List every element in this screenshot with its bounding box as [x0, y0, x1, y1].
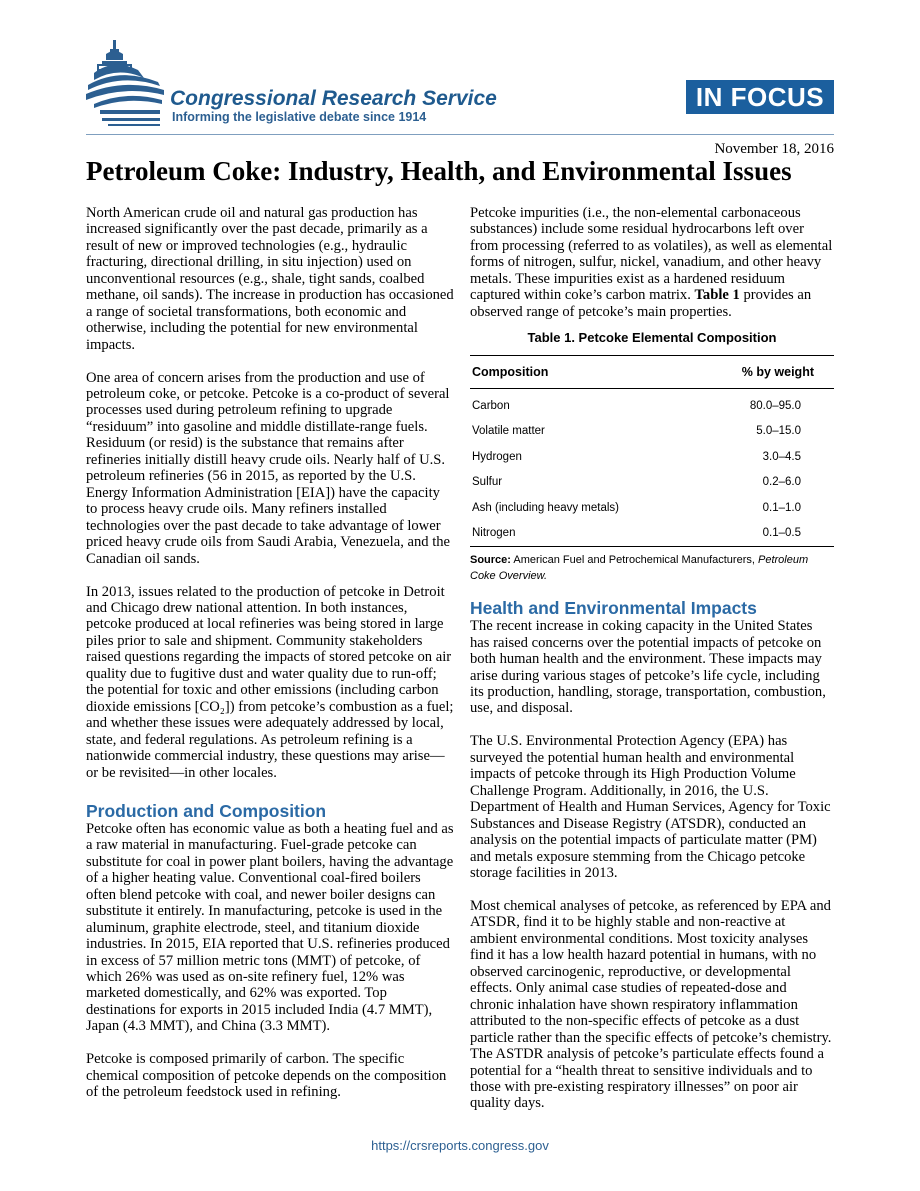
cell-weight: 3.0–4.5 [762, 450, 801, 463]
table-row [470, 444, 834, 470]
paragraph: One area of concern arises from the production and use of petroleum coke, or petcoke. Petcoke is a co-product of several processes used during petroleum refining to upgrade “residuum” into gasoline and middle distillate-range fuels. Residuum (or resid) is the substance that remains after refineries initially distill heavy crude oils. Nearly half of U.S. petroleum refineries (56 in 2015, as reported by the U.S. Energy Information Administration [EIA]) have the capacity to process heavy crude oils. Many refiners installed technologies over the past decade to take advantage of lower priced heavy crude oils from Saudi Arabia, Venezuela, and the Canadian oil sands. [86, 369, 451, 567]
cell-composition: Carbon [472, 399, 510, 412]
source-label: Source: [470, 554, 511, 567]
capitol-dome-icon [86, 40, 176, 132]
paragraph: Petcoke is composed primarily of carbon. The specific chemical composition of petcoke depends on the composition of the petroleum feedstock used in refining. [86, 1051, 447, 1101]
table-caption: Table 1. Petcoke Elemental Composition [527, 330, 777, 346]
cell-weight: 0.2–6.0 [762, 476, 801, 489]
text-span: Petcoke impurities (i.e., the non-elemental carbonaceous substances) include some residual hydrocarbons left over from processing (referred to as volatiles), as well as elemental forms of nitrogen, sulfur, nickel, vanadium, and other heavy metals. These impurities exist as a hardened residuum captured within coke’s carbon matrix. [470, 205, 833, 304]
cell-weight: 80.0–95.0 [749, 399, 801, 412]
footer-url[interactable]: https://crsreports.congress.gov [371, 1138, 549, 1153]
cell-weight: 0.1–0.5 [695, 521, 834, 547]
column-header-composition: Composition [470, 356, 695, 389]
table-header-row [470, 356, 834, 389]
page-title: Petroleum Coke: Industry, Health, and Environmental Issues [86, 156, 792, 186]
cell-composition: Nitrogen [470, 521, 695, 547]
right-column [470, 205, 834, 1128]
cell-composition: Hydrogen [472, 450, 522, 463]
cell-composition: Volatile matter [472, 425, 545, 438]
left-column [86, 205, 454, 1117]
paragraph: Petcoke often has economic value as both a heating fuel and as a raw material in manufacturing. Fuel-grade petcoke can substitute for coal in power plant boilers, having the advantage of a higher heating value. Conventional coal-fired boilers often blend petcoke with coal, and newer boiler designs can substitute it entirely. In manufacturing, petcoke is used in the aluminum, graphite electrode, steel, and titanium dioxide industries. In 2015, EIA reported that U.S. refineries produced in excess of 57 million metric tons (MMT) of petcoke, of which 26% was used as on-site refinery fuel, 12% was marketed domestically, and 62% was exported. Top destinations for exports in 2015 included India (4.7 MMT), Japan (4.3 MMT), and China (3.3 MMT). [86, 820, 454, 1035]
in-focus-badge: IN FOCUS [686, 80, 834, 114]
table-source-note [470, 552, 834, 584]
source-title: Petroleum Coke Overview. [470, 554, 809, 583]
paragraph: North American crude oil and natural gas production has increased significantly over the past decade, primarily as a result of new or improved technologies (e.g., hydraulic fracturing, directional drilling, in situ injection) used on unconventional resources (e.g., shale, tight sands, coalbed methane, oil sands). The increase in production has occasioned a range of societal transformations, both economic and otherwise, including the potential for new environmental impacts. [86, 205, 454, 353]
table-row [470, 419, 834, 445]
cell-composition: Ash (including heavy metals) [472, 501, 620, 514]
section-heading-health: Health and Environmental Impacts [470, 598, 757, 619]
paragraph: In 2013, issues related to the production of petcoke in Detroit and Chicago drew national attention. In both instances, petcoke produced at local refineries was being stored in large piles prior to sale and shipment. Community stakeholders raised questions regarding the impacts of stored petcoke on air quality due to fugitive dust and water quality due to run-off; the potential for toxic and other emissions (including carbon dioxide emissions [CO₂]) from petcoke’s combustion as a fuel; and whether these issues were adequately addressed by local, state, and federal regulations. As petroleum refining is a nationwide commercial industry, these questions may arise—or be revisited—in other locales. [86, 583, 454, 781]
column-header-weight: % by weight [695, 356, 834, 389]
org-name: Congressional Research Service [170, 87, 497, 110]
paragraph [470, 205, 834, 320]
section-heading-production: Production and Composition [86, 800, 327, 821]
cell-composition: Sulfur [472, 476, 503, 489]
table-row [470, 495, 834, 521]
cell-weight: 5.0–15.0 [756, 425, 801, 438]
text-span: provides an observed range of petcoke’s main properties. [470, 287, 812, 320]
source-text: American Fuel and Petrochemical Manufacturers, [510, 554, 758, 567]
paragraph: The recent increase in coking capacity in the United States has raised concerns over the potential impacts of petcoke on both human health and the environment. These impacts may arise during various stages of petcoke’s life cycle, including its production, handling, storage, transportation, combustion, use, and disposal. [470, 618, 826, 717]
table-row [470, 521, 834, 547]
cell-weight: 0.1–1.0 [762, 501, 801, 514]
publication-date: November 18, 2016 [714, 141, 834, 157]
table-row [470, 389, 834, 419]
header-rule [86, 134, 834, 135]
table-reference: Table 1 [694, 287, 740, 304]
composition-table [470, 355, 834, 547]
paragraph: Most chemical analyses of petcoke, as referenced by EPA and ATSDR, find it to be highly stable and non-reactive at ambient environmental conditions. Most toxicity analyses find it has a low health hazard potential in humans, with no observed carcinogenic, reproductive, or developmental effects. Only animal case studies of repeated-dose and chronic inhalation have shown respiratory inflammation attributed to the non-specific effects of petcoke as a dust particle rather than the specific effects of petcoke’s chemistry. The ASTDR analysis of petcoke’s particulate effects found a potential for a “health threat to sensitive individuals and to those with pre-existing respiratory illnesses” on poor air quality days. [470, 897, 832, 1112]
paragraph: The U.S. Environmental Protection Agency (EPA) has surveyed the potential human health and environmental impacts of petcoke through its High Production Volume Challenge Program. Additionally, in 2016, the U.S. Department of Health and Human Services, Agency for Toxic Substances and Disease Registry (ATSDR), conducted an analysis on the potential impacts of particulate matter (PM) and metals exposure stemming from the Chicago petcoke storage facilities in 2013. [470, 733, 831, 882]
org-tagline: Informing the legislative debate since 1914 [172, 110, 427, 124]
table-row [470, 470, 834, 496]
